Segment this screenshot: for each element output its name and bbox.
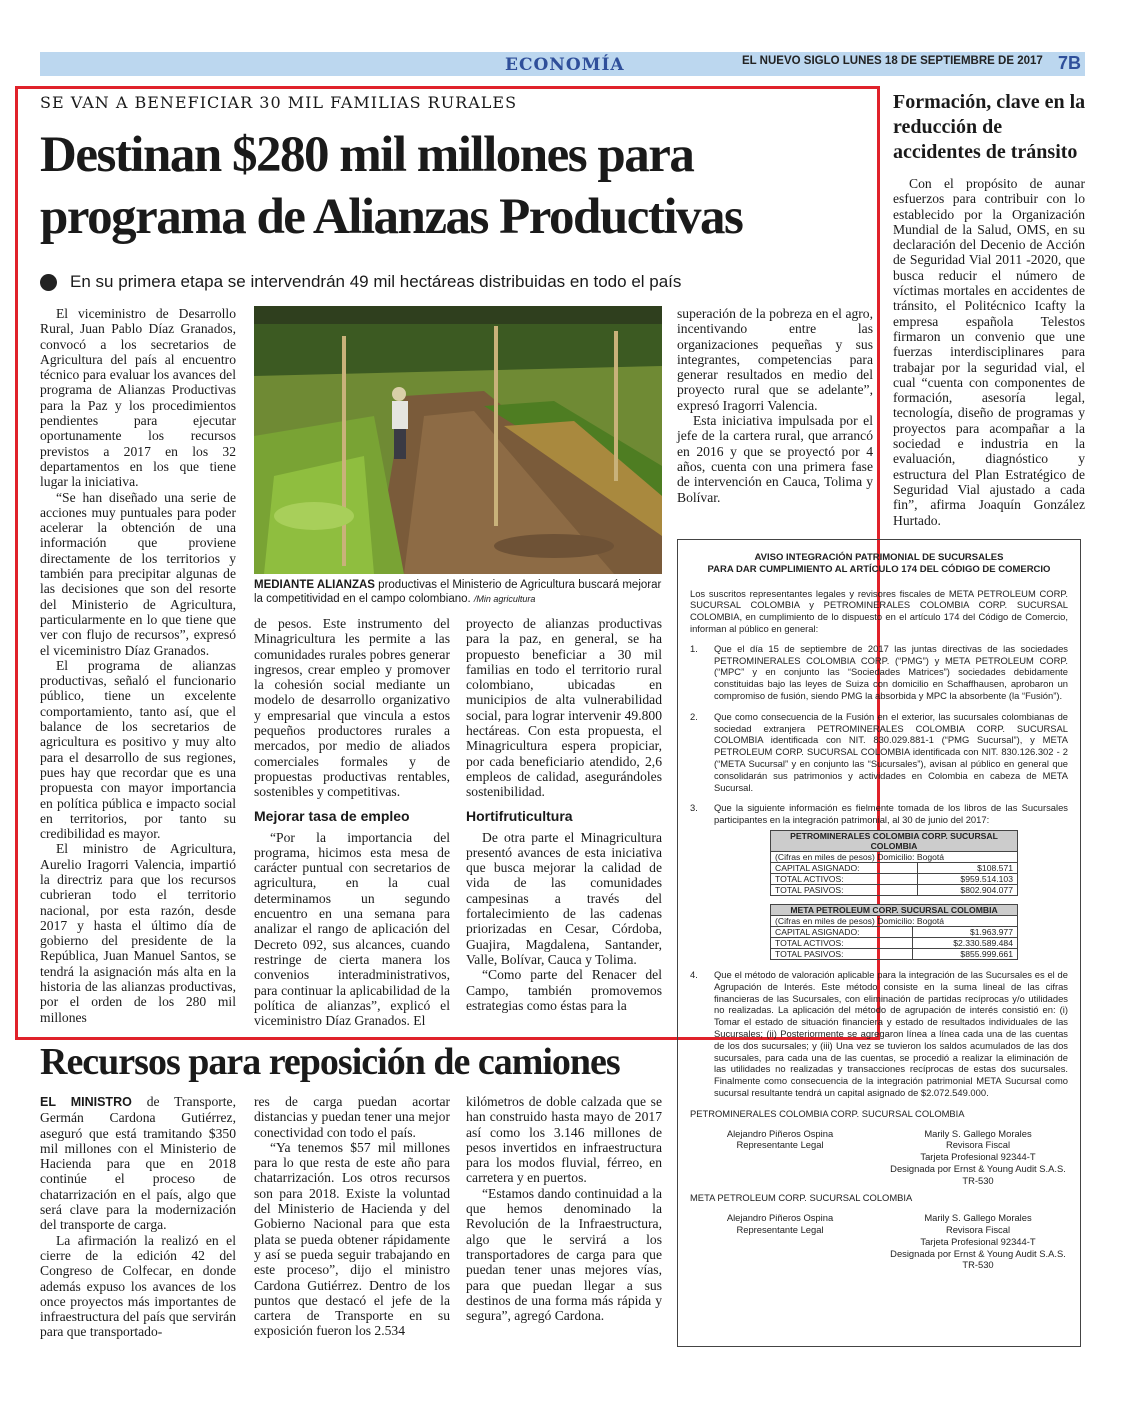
signer-tr: TR-530 [962, 1174, 994, 1186]
paragraph: El viceministro de Desarrollo Rural, Juan Pablo Díaz Granados, convocó a los secretarios de Agricultura del país al encuentro técnico para evaluar los avances del programa de Alianzas Productivas para la Paz y los procedimientos pendientes para ejecutar oportunamente los recursos previstos a 2017 en los 32 departamentos en los que tiene lugar la iniciativa. [40, 306, 236, 490]
article-column-4 [677, 306, 873, 505]
paragraph: “Como parte del Renacer del Campo, también promovemos estrategias como éstas para la [466, 967, 662, 1013]
table-row [771, 926, 1018, 937]
notice-item [690, 969, 1068, 1099]
notice-title [690, 552, 1068, 576]
signature-row [690, 1128, 1068, 1187]
farm-photo [254, 306, 662, 574]
paragraph [40, 1094, 236, 1233]
paragraph: La afirmación la realizó en el cierre de la edición 42 del Congreso de Colfecar, en donde además expuso los avances de los once proyectos más importantes de infraestructura del país que servirán para que transportado- [40, 1232, 236, 1340]
table-title: PETROMINERALES COLOMBIA CORP. SUCURSAL COLOMBIA [771, 830, 1018, 851]
article-headline: Destinan $280 mil millones para programa de Alianzas Productivas [40, 127, 743, 245]
legal-notice [677, 539, 1081, 1347]
row-label: CAPITAL ASIGNADO: [771, 862, 918, 873]
table-note: (Cifras en miles de pesos) Domicilio: Bogotá [771, 851, 1018, 862]
bottom-column-1 [40, 1094, 236, 1340]
table-row [771, 948, 1018, 959]
row-label: TOTAL PASIVOS: [771, 884, 918, 895]
article-subhead: En su primera etapa se intervendrán 49 mil hectáreas distribuidas en todo el país [70, 272, 682, 291]
item-number: 2. [690, 710, 698, 722]
signature-company-2: META PETROLEUM CORP. SUCURSAL COLOMBIA [690, 1192, 913, 1204]
signer-name: Marily S. Gallego Morales [924, 1127, 1032, 1139]
bullet-icon [40, 274, 57, 291]
caption-lead: MEDIANTE ALIANZAS [254, 579, 375, 591]
fiscal-reviewer-signature [888, 1212, 1068, 1271]
row-value: $108.571 [918, 862, 1018, 873]
table-row [771, 862, 1018, 873]
article-column-3 [466, 616, 662, 1013]
signer-firm: Designada por Ernst & Young Audit S.A.S. [890, 1247, 1066, 1259]
table-title: META PETROLEUM CORP. SUCURSAL COLOMBIA [771, 904, 1018, 915]
row-value: $802.904.077 [918, 884, 1018, 895]
lead-in: EL MINISTRO [40, 1095, 132, 1109]
item-text: Que la siguiente información es fielmente tomada de los libros de las Sucursales participantes en la integración patrimonial, al 30 de junio del 2017: [714, 802, 1068, 826]
page-number: 7B [1058, 53, 1082, 73]
legal-rep-signature [690, 1128, 870, 1187]
row-label: TOTAL PASIVOS: [771, 948, 913, 959]
item-text: Que el método de valoración aplicable para la integración de las Sucursales es el de Agrupación de Interés. Este método consiste en la suma lineal de las cifras financieras de las Sucursales, con eliminación de partidas recíprocas y/o utilidades no realizadas. La aplicación del método de agrupación de interés consistió en: (i) Tomar el estado de situación financiera y estado de resultados individuales de las Sucursales; (ii) Posteriormente se agregaron línea a línea cada una de las cuentas de los dos sucursales; y (iii) Una vez se tuvieron los saldos acumulados de las dos sucursales, para cada una de las cuentas, se procedió a realizar la eliminación de las utilidades no realizadas y transacciones recíprocas de estas dos sucursales. Finalmente como consecuencia de la integración patrimonial META Sucursal como sucursal resultante tendrá un capital asignado de $2.072.549.000. [714, 968, 1068, 1098]
signature-company-1: PETROMINERALES COLOMBIA CORP. SUCURSAL COLOMBIA [690, 1107, 965, 1119]
paragraph: “Por la importancia del programa, hicimos esta mesa de carácter puntual con secretarios de agricultura, en la cual determinamos un segundo encuentro en una semana para analizar el rango de aplicación del Decreto 092, sus alcances, cuando restringe de cierta manera los convenios interadministrativos, para continuar la aplicabilidad de la política de alianzas”, explicó el viceministro Díaz Granados. El [254, 829, 450, 1029]
legal-rep-signature [690, 1212, 870, 1271]
section-subtitle: Mejorar tasa de empleo [254, 807, 410, 824]
caption-credit: /Min agricultura [473, 594, 536, 604]
bottom-column-2 [254, 1094, 450, 1339]
section-name: ECONOMÍA [505, 55, 625, 75]
notice-item [690, 643, 1068, 702]
table-row [771, 873, 1018, 884]
table-row [771, 884, 1018, 895]
paragraph: de pesos. Este instrumento del Minagricultura les permite a las comunidades rurales pobres generar ingresos, crear empleo y promover la cohesión social mediante un modelo de desarrollo organizativo y empresarial que vincula a estos pequeños productores rurales a mercados, por medio de aliados comerciales formales y de propuestas productivas rentables, sostenibles y competitivas. [254, 616, 450, 800]
paragraph: “Estamos dando continuidad a la que hemos denominado la Revolución de la Infraestructura, algo que le servirá a los transportadores de carga para que puedan tener unas mejores vías, para que puedan llegar a sus destinos de una forma más rápida y segura”, agregó Cardona. [466, 1185, 662, 1324]
signer-role: Revisora Fiscal [945, 1139, 1011, 1151]
row-value: $855.999.661 [913, 948, 1018, 959]
article-column-2 [254, 616, 450, 1028]
paragraph: Con el propósito de aunar esfuerzos para contribuir con lo establecido por la Organización Mundial de la Salud, OMS, en su declaración del Decenio de Acción de Seguridad Vial 2011 -2020, que busca reducir el número de víctimas mortales en accidentes de tránsito, el Politécnico Icafty la empresa española Telestos firmaron un convenio que une fuerzas interdisciplinares para trabajar por la seguridad vial, el cual “cuenta con componentes de formación, asesoría legal, tecnología, diseño de programas y proyectos para acompañar a la sociedad e industria en la evaluación, diagnóstico y estructura del Plan Estratégico de Seguridad Vial ajustado a cada fin”, afirma Joaquín González Hurtado. [893, 176, 1085, 528]
article-kicker: SE VAN A BENEFICIAR 30 MIL FAMILIAS RURALES [40, 93, 518, 112]
signer-name: Marily S. Gallego Morales [924, 1212, 1032, 1224]
item-number: 4. [690, 968, 698, 980]
article-column-1 [40, 306, 236, 1025]
sidebar-body [893, 176, 1085, 528]
paragraph: De otra parte el Minagricultura presentó avances de esta iniciativa que busca mejorar la calidad de vida de las comunidades campesinas a través del fortalecimiento de las cadenas priorizadas en Cesar, Córdoba, Guajira, Magdalena, Santander, Valle, Bolívar, Cauca y Tolima. [466, 829, 662, 967]
paragraph: Esta iniciativa impulsada por el jefe de la cartera rural, que arrancó en 2016 y que se proyectó por 4 años, cuenta con una primera fase de intervención en Cauca, Tolima y Bolívar. [677, 413, 873, 505]
financial-table-petrominerales [770, 830, 1018, 896]
bottom-article-headline: Recursos para reposición de camiones [40, 1041, 620, 1083]
caption-text: productivas el Ministerio de Agricultura buscará mejorar la competitividad en el campo colombiano. [254, 579, 662, 605]
financial-table-meta [770, 904, 1018, 960]
paragraph: superación de la pobreza en el agro, incentivando entre las organizaciones pequeñas y sus integrantes, competencias para generar resultados en medio del proyecto rural que se adelante”, expresó Iragorri Valencia. [677, 306, 873, 413]
notice-item [690, 711, 1068, 794]
table-row [771, 937, 1018, 948]
fiscal-reviewer-signature [888, 1128, 1068, 1187]
notice-title-line-1: AVISO INTEGRACIÓN PATRIMONIAL DE SUCURSALES [754, 552, 1004, 563]
notice-list [690, 643, 1068, 1099]
signer-firm: Designada por Ernst & Young Audit S.A.S. [890, 1162, 1066, 1174]
paragraph: El ministro de Agricultura, Aurelio Iragorri Valencia, impartió la directriz para que los recursos cubrieran todo el territorio nacional, por esta razón, desde 2017 y hasta el último día de gobierno del presidente de la República, Juan Manuel Santos, se tendrá la asignación más alta en la historia de las alianzas productivas, por el orden de los 280 mil millones [40, 841, 236, 1025]
row-value: $959.514.103 [918, 873, 1018, 884]
signer-tr: TR-530 [962, 1259, 994, 1271]
signature-row [690, 1212, 1068, 1271]
vegetable-garden-image [254, 306, 662, 574]
newspaper-date-line: EL NUEVO SIGLO LUNES 18 DE SEPTIEMBRE DE 2017 [742, 55, 1043, 67]
section-subtitle: Hortifruticultura [466, 807, 573, 824]
photo-caption [254, 578, 662, 606]
paragraph: res de carga puedan acortar distancias y puedan tener una mejor conectividad con todo el país. [254, 1094, 450, 1140]
item-text: Que como consecuencia de la Fusión en el exterior, las sucursales colombianas de sociedad extranjera PETROMINERALES COLOMBIA CORP. SUCURSAL COLOMBIA identificada con NIT. 830.029.881-1 (“PMG Sucursal”), y META PETROLEUM CORP. SUCURSAL COLOMBIA identificada con NIT. 830.126.302 - 2 (“META Sucursal” y en conjunto las “Sucursales”), avisan al público en general que consolidarán sus patrimonios y actividades en Colombia en cabeza de META Sucursal. [714, 710, 1068, 793]
item-text: Que el día 15 de septiembre de 2017 las juntas directivas de las sociedades PETROMINERALES COLOMBIA CORP. (“PMG”) y META PETROLEUM CORP. (“MPC” y en conjunto las “Sociedades Matrices”) sociedades debidamente constituidas bajo las leyes de Suiza con domicilio en Schaffhausen, aprobaron un compromiso de fusión, siendo PMG la absorbida y MPC la absorbente (la “Fusión”). [714, 642, 1068, 701]
item-number: 1. [690, 642, 698, 654]
paragraph-text: de Transporte, Germán Cardona Gutiérrez, aseguró que está tramitando $350 mil millones con el Ministerio de Hacienda para que en 2018 continúe el proceso de chatarrización en el país, algo que será clave para la modernización del transporte de carga. [40, 1094, 236, 1233]
signer-name: Alejandro Piñeros Ospina [726, 1212, 834, 1224]
item-number: 3. [690, 802, 698, 814]
row-label: TOTAL ACTIVOS: [771, 937, 913, 948]
paragraph: “Se han diseñado una serie de acciones muy puntuales para poder acelerar la obtención de una información que proviene directamente de los territorios y también para precipitar algunas de las decisiones que son del resorte del Ministerio de Agricultura, particularmente en lo que tiene que ver con flujo de recursos”, expresó el viceministro Díaz Granados. [40, 489, 236, 658]
paragraph: “Ya tenemos $57 mil millones para lo que resta de este año para chatarrización. Los otros recursos son para 2018. Existe la voluntad del Ministerio de Hacienda y del Gobierno Nacional para que esta plata se pueda obtener rápidamente y así se pueda seguir trabajando en este proceso”, dijo el ministro Cardona Gutiérrez. Dentro de los puntos que destacó el jefe de la cartera de Transporte en su exposición fueron los 2.534 [254, 1139, 450, 1339]
table-note: (Cifras en miles de pesos) Domicilio: Bogotá [771, 915, 1018, 926]
paragraph: kilómetros de doble calzada que se han construido hasta mayo de 2017 así como los 3.146 millones de pesos invertidos en infraestructura para los modos fluvial, férreo, en carretera y en puertos. [466, 1094, 662, 1186]
signer-role: Representante Legal [736, 1224, 824, 1236]
signer-role: Representante Legal [736, 1139, 824, 1151]
bottom-column-3 [466, 1094, 662, 1323]
paragraph: proyecto de alianzas productivas para la paz, en general, se ha propuesto beneficiar a 30 mil familias en todo el territorio rural colombiano, ubicadas en municipios de alta vulnerabilidad social, para lograr intervenir 49.800 hectáreas. Con esta propuesta, el Minagricultura espera propiciar, por cada beneficiario atendido, 2,6 empleos de calidad, asegurándoles sostenibilidad. [466, 616, 662, 800]
signer-role: Revisora Fiscal [945, 1224, 1011, 1236]
notice-title-line-2: PARA DAR CUMPLIMIENTO AL ARTÍCULO 174 DEL CÓDIGO DE COMERCIO [707, 563, 1051, 575]
row-value: $2.330.589.484 [913, 937, 1018, 948]
paragraph: El programa de alianzas productivas, señaló el funcionario público, tiene un excelente comportamiento, tanto así, que el balance de los secretarios de agricultura es positivo y muy alto para el desarrollo de sus regiones, pues hay que recordar que es una propuesta con mayor importancia en política pública e impacto social en territorios, por tanto su credibilidad es mayor. [40, 657, 236, 842]
notice-item [690, 802, 1068, 960]
signer-card: Tarjeta Profesional 92344-T [920, 1151, 1036, 1163]
row-label: CAPITAL ASIGNADO: [771, 926, 913, 937]
notice-intro: Los suscritos representantes legales y revisores fiscales de META PETROLEUM CORP. SUCURSAL COLOMBIA y PETROMINERALES COLOMBIA CORP. SUCURSAL COLOMBIA, en cumplimiento de lo dispuesto en el artículo 174 del Código de Comercio, informan al público en general: [690, 587, 1068, 634]
row-value: $1.963.977 [913, 926, 1018, 937]
sidebar-headline: Formación, clave en la reducción de accidentes de tránsito [893, 91, 1086, 163]
signer-card: Tarjeta Profesional 92344-T [920, 1235, 1036, 1247]
signer-name: Alejandro Piñeros Ospina [726, 1127, 834, 1139]
row-label: TOTAL ACTIVOS: [771, 873, 918, 884]
